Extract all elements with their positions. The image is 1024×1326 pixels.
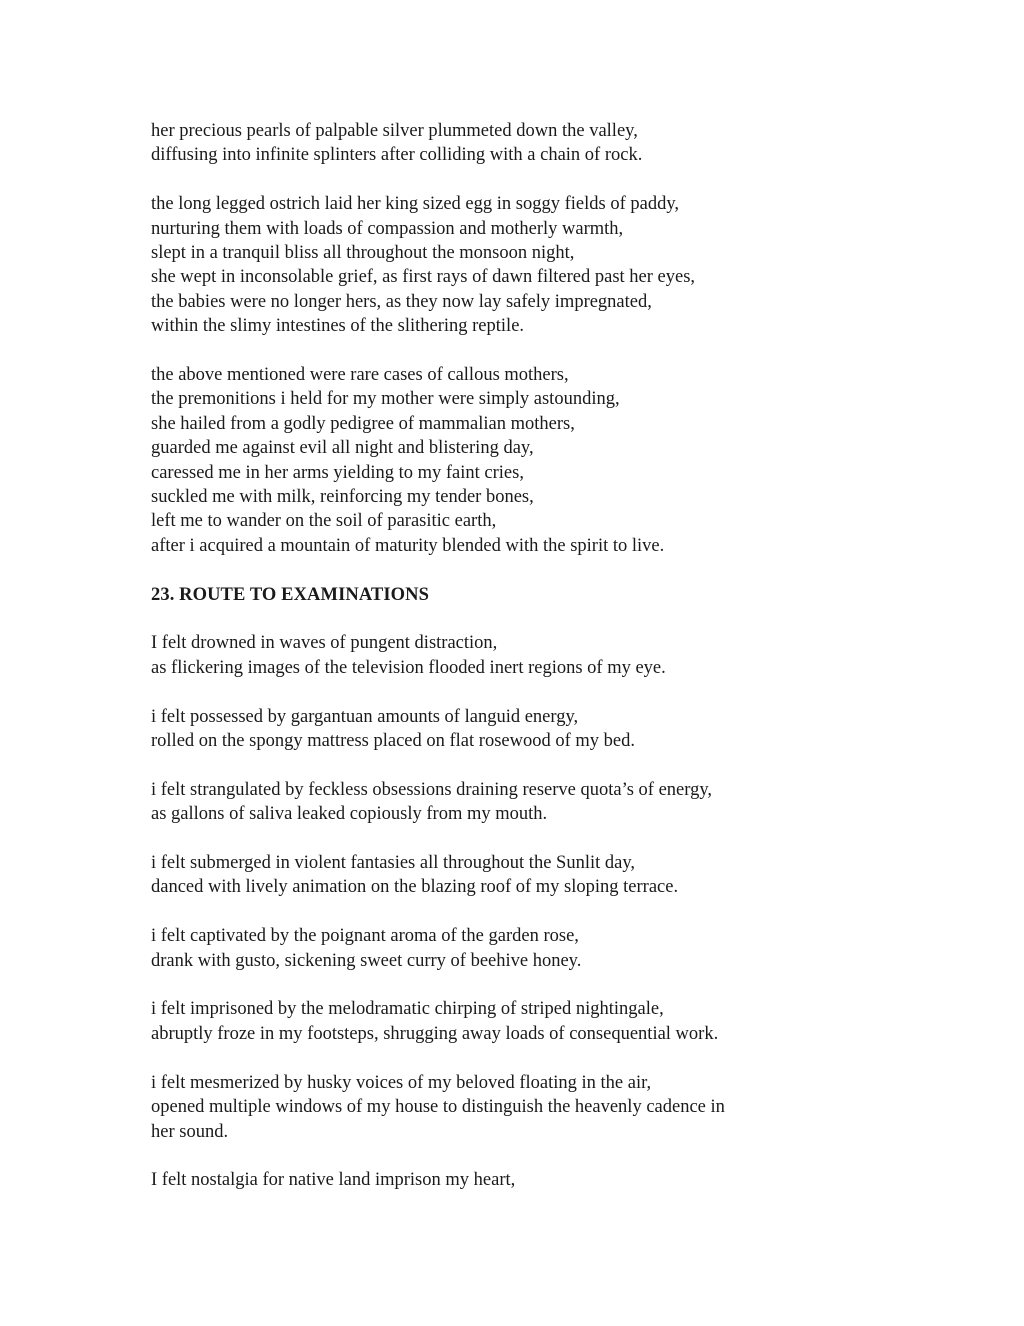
poem-line: guarded me against evil all night and blistering day, bbox=[151, 438, 534, 459]
poem-line: danced with lively animation on the blazing roof of my sloping terrace. bbox=[151, 877, 679, 898]
poem-line: the long legged ostrich laid her king sized egg in soggy fields of paddy, bbox=[151, 194, 679, 215]
stanza bbox=[151, 705, 851, 754]
poem-line: i felt imprisoned by the melodramatic chirping of striped nightingale, bbox=[151, 999, 664, 1020]
stanza bbox=[151, 119, 851, 168]
poem-line: opened multiple windows of my house to distinguish the heavenly cadence in bbox=[151, 1097, 725, 1118]
stanza bbox=[151, 1071, 851, 1144]
poem-line: drank with gusto, sickening sweet curry of beehive honey. bbox=[151, 950, 582, 971]
poem-line: i felt possessed by gargantuan amounts of languid energy, bbox=[151, 706, 579, 727]
poem-line: nurturing them with loads of compassion and motherly warmth, bbox=[151, 218, 624, 239]
poem-line: rolled on the spongy mattress placed on flat rosewood of my bed. bbox=[151, 731, 635, 752]
poem-line: after i acquired a mountain of maturity blended with the spirit to live. bbox=[151, 535, 665, 556]
poem-line: her sound. bbox=[151, 1121, 229, 1142]
poem-continuation bbox=[151, 119, 851, 558]
poem-line: within the slimy intestines of the slithering reptile. bbox=[151, 316, 525, 337]
poem-line: I felt drowned in waves of pungent distraction, bbox=[151, 633, 498, 654]
section-heading: 23. ROUTE TO EXAMINATIONS bbox=[151, 584, 429, 605]
poem-line: abruptly froze in my footsteps, shrugging away loads of consequential work. bbox=[151, 1023, 719, 1044]
poem-line: she wept in inconsolable grief, as first rays of dawn filtered past her eyes, bbox=[151, 267, 696, 288]
poem-line: her precious pearls of palpable silver plummeted down the valley, bbox=[151, 121, 638, 141]
poem-line: suckled me with milk, reinforcing my tender bones, bbox=[151, 487, 534, 508]
poem-line: as flickering images of the television flooded inert regions of my eye. bbox=[151, 657, 666, 678]
poem-line: caressed me in her arms yielding to my faint cries, bbox=[151, 462, 524, 483]
poem-line: i felt captivated by the poignant aroma of the garden rose, bbox=[151, 926, 579, 947]
stanza bbox=[151, 851, 851, 900]
poem-line: diffusing into infinite splinters after colliding with a chain of rock. bbox=[151, 145, 643, 166]
stanza bbox=[151, 924, 851, 973]
stanza bbox=[151, 363, 851, 558]
poem-route-to-examinations bbox=[151, 631, 851, 1192]
poem-line: she hailed from a godly pedigree of mammalian mothers, bbox=[151, 413, 575, 434]
poem-line: the above mentioned were rare cases of callous mothers, bbox=[151, 365, 569, 386]
stanza bbox=[151, 778, 851, 827]
poem-line: I felt nostalgia for native land imprison my heart, bbox=[151, 1170, 516, 1191]
stanza bbox=[151, 631, 851, 680]
poem-line: slept in a tranquil bliss all throughout the monsoon night, bbox=[151, 243, 575, 264]
poem-line: left me to wander on the soil of parasitic earth, bbox=[151, 511, 497, 532]
poem-line: i felt submerged in violent fantasies all throughout the Sunlit day, bbox=[151, 853, 635, 874]
poem-line: as gallons of saliva leaked copiously from my mouth. bbox=[151, 804, 548, 825]
poem-line: i felt mesmerized by husky voices of my beloved floating in the air, bbox=[151, 1072, 652, 1093]
poem-line: i felt strangulated by feckless obsessions draining reserve quota’s of energy, bbox=[151, 779, 713, 800]
poem-line: the babies were no longer hers, as they now lay safely impregnated, bbox=[151, 291, 652, 312]
poem-line: the premonitions i held for my mother were simply astounding, bbox=[151, 389, 620, 410]
page-content bbox=[151, 119, 851, 1217]
stanza bbox=[151, 192, 851, 338]
stanza bbox=[151, 997, 851, 1046]
stanza bbox=[151, 1168, 851, 1192]
